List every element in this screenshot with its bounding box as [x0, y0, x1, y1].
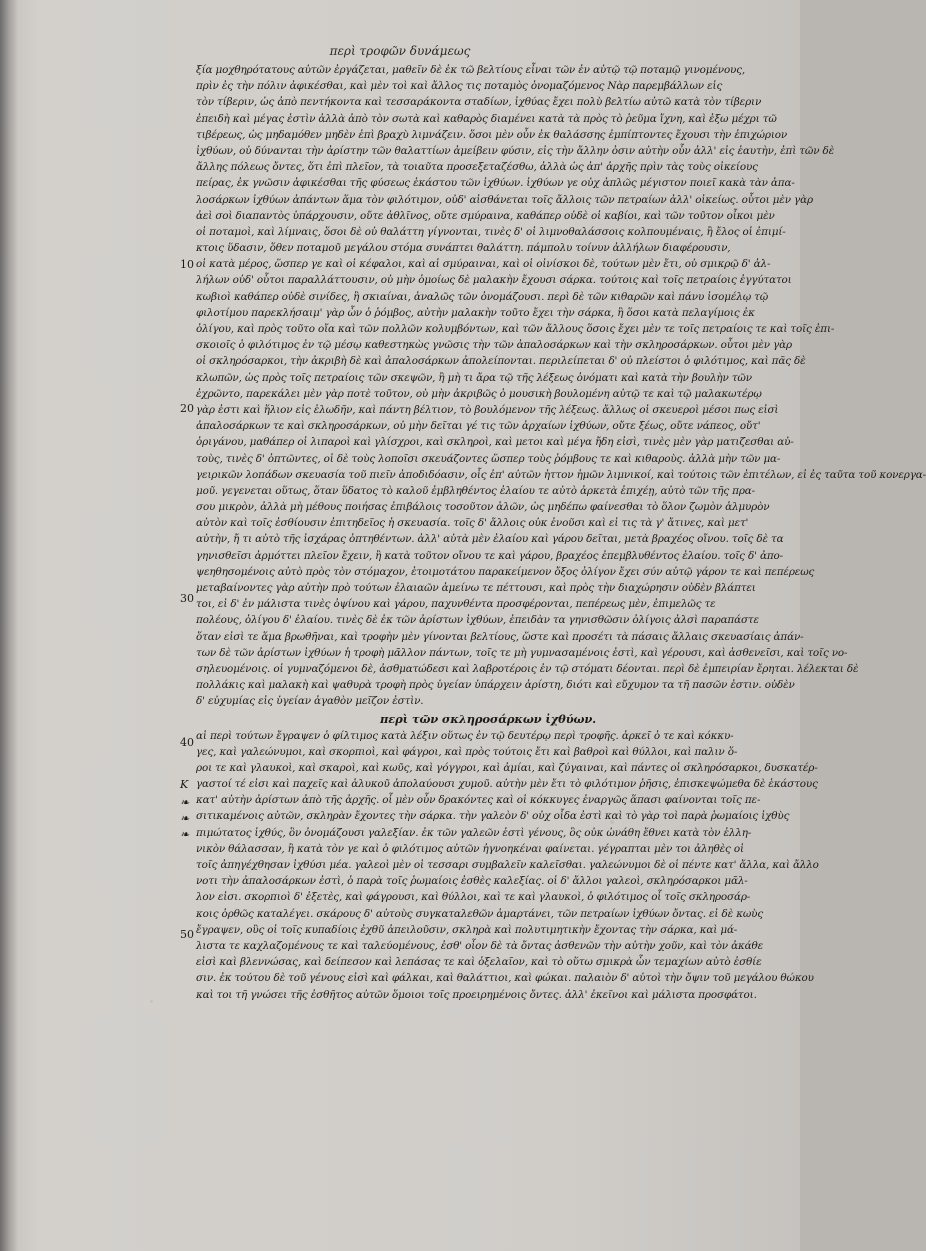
line-number: 40	[180, 736, 194, 749]
text-line: νικὸν θάλασσαν, ἢ κατὰ τὸν γε καὶ ὁ φιλότιμος αὐτῶν ἠγνοηκέναι φαίνεται. γέγραπται μὲν τοι ἀληθὲς οἱ	[196, 842, 744, 855]
text-line: γηνισθεῖσι ἀρμόττει πλεῖον ἔχειν, ἢ κατὰ τοῦτον οἴνου τε καὶ γάρου, βραχέος ἐπεμβλυθέντος ἐλαίου. τοῖς δ' ἀπο-	[196, 549, 783, 562]
text-line: ἄλλης πόλεως ὄντες, ὅτι ἐπὶ πλεῖον, τὰ τοιαῦτα προσεξεταζέσθω, ἀλλὰ ὡς ἀπ' ἀρχῆς πρὶν τὰς τοὺς οἰκείους	[196, 161, 758, 174]
text-line: κτοις ὕδασιν, ὅθεν ποταμοῦ μεγάλου στόμα συνάπτει θαλάττη. πάμπολυ τοίνυν ἀλλήλων διαφέρουσιν,	[196, 242, 731, 255]
margin-fleuron: ❧	[180, 796, 190, 809]
text-line: ὀριγάνου, μαθάπερ οἱ λιπαροὶ καὶ γλίσχροι, καὶ σκληροὶ, καὶ μετοι καὶ μέγα ἤδη εἰσὶ, τινὲς μὲν γὰρ ματιζεσθαι αὐ-	[196, 436, 794, 449]
text-line: εἰσὶ καὶ βλεννώσας, καὶ δείπεσον καὶ λεπάσας τε καὶ ὀξελαῖον, καὶ τὸ οὕτω σμικρὰ ὧν τεμαχίων αὐτὸ ἐσθίε	[196, 956, 762, 969]
text-line: ἐχρῶντο, παρεκάλει μὲν γὰρ ποτὲ τοῦτον, οὐ μὴν ἀκριβῶς ὁ μουσικὴ βουλομένη αὐτῷ τε καὶ τῷ μαλακωτέρῳ	[196, 387, 762, 400]
paper-speckle	[150, 1000, 153, 1003]
running-head: περὶ τροφῶν δυνάμεως	[329, 44, 471, 58]
paragraph-1	[196, 62, 926, 710]
text-line: αὐτὴν, ἤ τι αὐτὸ τῆς ἰσχάρας ὀπτηθέντων. ἀλλ' αὐτὰ μὲν ἐλαίου καὶ γάρου δεῖται, μετὰ βραχέος οἴνου. τοῖς δὲ τα	[196, 533, 784, 546]
text-line: δ' εὐχυμίας εἰς ὑγείαν ἀγαθὸν μεῖζον ἐστὶν.	[196, 695, 424, 708]
text-line: γες, καὶ γαλεώνυμοι, καὶ σκορπιοὶ, καὶ φάγροι, καὶ πρὸς τούτοις ἔτι καὶ βαθροὶ καὶ θύλλοι, καὶ παλιν ὅ-	[196, 745, 738, 758]
text-line: σου μικρὸν, ἀλλὰ μὴ μέθους ποιήσας ἐπιβάλοις τοσοῦτον ἁλῶν, ὡς μηδέπω φαίνεσθαι τὸ ὅλον ζωμὸν ἁλμυρὸν	[196, 501, 770, 514]
text-line: αὐτὸν καὶ τοῖς ἐσθίουσιν ἐπιτηδεῖος ἡ σκευασία. τοῖς δ' ἄλλοις οὐκ ἐνοῦσι καὶ εἰ τις τὰ γ' ἄτινες, καὶ μετ'	[196, 517, 749, 530]
text-line: γαστοί τέ εἰσι καὶ παχεῖς καὶ ἁλυκοῦ ἀπολαύουσι χυμοῦ. αὐτὴν μὲν ἔτι τὸ φιλότιμον ῥῆσις, ἐπισκεψώμεθα δὲ ἑκάστους	[196, 778, 818, 791]
text-line: σιτικαμένοις αὐτῶν, σκληρὰν ἔχοντες τὴν σάρκα. τὴν γαλεὸν δ' οὐχ οἷδα ἐστὶ καὶ τὸ γὰρ τοὶ παρὰ ῥωμαίοις ἰχθὺς	[196, 810, 790, 823]
text-line: κλωπῶν, ὡς πρὸς τοῖς πετραίοις τῶν σκεψῶν, ἢ μὴ τι ἄρα τῷ τῆς λέξεως ὀνόματι καὶ κατὰ τὴν βουλὴν τῶν	[196, 371, 752, 384]
text-line: πρὶν ἐς τὴν πόλιν ἀφικέσθαι, καὶ μὲν τοὶ καὶ ἄλλος τις ποταμὸς ὀνομαζόμενος Νὰρ παρεμβάλλων εἰς	[196, 80, 723, 93]
text-line: λοσάρκων ἰχθύων ἁπάντων ἅμα τὸν φιλότιμον, οὐδ' αἰσθάνεται τοῖς ἄλλοις τῶν πετραίων ἀλλ' οἰκείως. οὗτοι μὲν γὰρ	[196, 193, 813, 206]
text-line: πολέους, ὀλίγου δ' ἐλαίου. τινὲς δὲ ἐκ τῶν ἀρίστων ἰχθύων, ἐπειδὰν τα γηνισθῶσιν ὀλίγοις ἁλσὶ παραπάστε	[196, 614, 759, 627]
line-number: 10	[180, 258, 194, 271]
margin-fleuron: ❧	[180, 828, 190, 841]
text-line: πολλάκις καὶ μαλακὴ καὶ ψαθυρὰ τροφὴ πρὸς ὑγείαν ὑπάρχειν ἀρίστη, διότι καὶ εὔχυμον τα τῆ πασῶν ἐστιν. οὐδὲν	[196, 679, 795, 692]
text-line: πιμώτατος ἰχθύς, ὃν ὀνομάζουσι γαλεξίαν. ἐκ τῶν γαλεῶν ἐστὶ γένους, ὃς οὐκ ὠνάθη ἔθνει κατὰ τὸν ἑλλη-	[196, 826, 752, 839]
page-gutter-shadow	[0, 0, 18, 1251]
text-line: οἱ ποταμοὶ, καὶ λίμναις, ὅσοι δὲ οὐ θαλάττη γίγνονται, τινὲς δ' οἱ λιμνοθαλάσσοις κολπουμέναις, ἢ ἔλος οἱ ἐπιμί-	[196, 225, 786, 238]
text-line: νοτι τὴν ἀπαλοσάρκων ἐστὶ, ὁ παρὰ τοῖς ῥωμαίοις ἐσθὲς καλεξίας. οἱ δ' ἄλλοι γαλεοὶ, σκληρόσαρκοι μᾶλ-	[196, 875, 748, 888]
line-number: 20	[180, 402, 194, 415]
text-line: ἰχθύων, οὐ δύνανται τὴν ἀρίστην τῶν θαλαττίων ἀμείβειν φύσιν, εἰς τὴν ἄλλην ὁσιν αὐτὴν οὖν ἀλλ' εἰς ἑαυτὴν, ἐπὶ τῶν δὲ	[196, 144, 835, 157]
text-line: τιβέρεως, ὡς μηδαμόθεν μηδὲν ἐπὶ βραχὺ λιμνάζειν. ὅσοι μὲν οὖν ἐκ θαλάσσης ἐμπίπτοντες ἔχουσι τὴν ἐπιχώριον	[196, 128, 788, 141]
text-line: ροι τε καὶ γλαυκοὶ, καὶ σκαροὶ, καὶ κωῦς, καὶ γόγγροι, καὶ ἀμίαι, καὶ ζύγαιναι, καὶ πάντες οἱ σκληρόσαρκοι, δυσκατέρ-	[196, 761, 818, 774]
text-line: ὀλίγου, καὶ πρὸς τοῦτο οἴα καὶ τῶν πολλῶν κολυμβόντων, καὶ τῶν ἄλλους ὅσοις ἔχει μὲν τε τοῖς πετραίοις τε καὶ τοῖς ἐπι-	[196, 323, 835, 335]
text-line: των δὲ τῶν ἀρίστων ἰχθύων ἡ τροφὴ μᾶλλον πάντων, τοῖς τε μὴ γυμνασαμένοις ἐστὶ, καὶ γέρουσι, καὶ ἀσθενεῖσι, καὶ τοῖς νο-	[196, 646, 848, 659]
text-line: φιλοτίμου παρεκλήσαιμ' γὰρ ὧν ὁ ῥόμβος, αὐτὴν μαλακὴν τοῦτο ἔχει τὴν σάρκα, ἢ ὅσοι κατὰ πελαγίμοις ἐκ	[196, 306, 755, 319]
line-number: 50	[180, 928, 194, 941]
text-line: οἱ σκληρόσαρκοι, τὴν ἀκριβὴ δὲ καὶ ἀπαλοσάρκων ἀπολείπονται. περιλείπεται δ' οὐ πλείστοι ὁ φιλότιμος, καὶ πᾶς δὲ	[196, 355, 806, 368]
text-line: μοῦ. γεγενεται οὕτως, ὅταν ὕδατος τὸ καλοῦ ἐμβληθέντος ἐλαίου τε αὐτὸ ἀρκετὰ ἐπιχέῃ, αὐτὸ τῶν τῆς πρα-	[196, 484, 756, 497]
section-title: περὶ τῶν σκληροσάρκων ἰχθύων.	[379, 711, 597, 726]
text-line: ἀπαλοσάρκων τε καὶ σκληροσάρκων, οὐ μὴν δεῖται γέ τις τῶν ἀρχαίων ἰχθύων, οὔτε ξέως, οὔτε νάπεος, οὔτ'	[196, 420, 761, 433]
text-line: λον εἰσι. σκορπιοὶ δ' ἐξετὲς, καὶ φάγρουσι, καὶ θύλλοι, καὶ τε καὶ γλαυκοὶ, ὁ φιλότιμος οἷ τοῖς σκληροσάρ-	[196, 891, 751, 904]
text-line: ξία μοχθηρότατους αὐτῶν ἐργάζεται, μαθεῖν δὲ ἐκ τῶ βελτίους εἶναι τῶν ἐν αὐτῷ τῷ ποταμῷ γινομένους,	[196, 64, 746, 76]
text-line: κωβιοὶ καθάπερ οὐδὲ σινίδες, ἢ σκιαίναι, ἀναλῶς τῶν ὀνομάζουσι. περὶ δὲ τῶν κιθαρῶν καὶ πάνυ ἰσομέλῳ τῷ	[196, 290, 769, 303]
text-line: τοῖς ἀπηγέχθησαν ἰχθύσι μέα. γαλεοὶ μὲν οἱ τεσσαρι συμβαλεῖν καλεῖσθαι. γαλεώνυμοι δὲ οἱ πέντε κατ' ἄλλα, καὶ ἄλλο	[196, 859, 819, 871]
margin-marker-k: K	[180, 778, 189, 791]
text-line: πείρας, ἐκ γνῶσιν ἀφικέσθαι τῆς φύσεως ἑκάστου τῶν ἰχθύων. ἰχθύων γε οὐχ ἁπλῶς μέγιστον ποιεῖ κακὰ τὰν ἀπα-	[196, 177, 795, 190]
main-text	[196, 62, 926, 1003]
text-line: ἐπειδὴ καὶ μέγας ἐστὶν ἀλλὰ ἀπὸ τὸν σωτὰ καὶ καθαρὸς διαμένει κατὰ τὰ πρὸς τὸ ῥεῦμα ἴχνη, καὶ ἐξω μέχρι τῶ	[196, 112, 777, 125]
text-line: λιστα τε καχλαζομένους τε καὶ ταλεύομένους, ἐσθ' οἷον δὲ τὰ ὄντας ἀσθενῶν τὴν αὐτὴν χοῦν, καὶ τὸν ἀκάθε	[196, 939, 764, 952]
text-line: γειρικῶν λοπάδων σκευασία τοῦ πιεῖν ἀποδιδόασιν, οἷς ἐπ' αὐτῶν ἡττον ἡμῶν λιμνικοί, καὶ τούτοις τῶν ἐπιτέλων, εἰ ἐς ταῦτα τοῦ κονεργα-	[196, 468, 926, 481]
text-line: τοὺς, τινὲς δ' ὀπτῶντες, οἱ δὲ τοὺς λοποῖσι σκευάζοντες ὥσπερ τοὺς ῥόμβους τε καὶ κιθαροὺς. ἀλλὰ μὴν τῶν μα-	[196, 452, 781, 465]
text-line: λήλων οὐδ' οὗτοι παραλλάττουσιν, οὐ μὴν ὁμοίως δὲ μαλακὴν ἔχουσι σάρκα. τούτοις καὶ τοῖς πετραίοις ἐγγύτατοι	[196, 274, 792, 287]
text-line: αἱ περὶ τούτων ἔγραψεν ὁ φίλτιμος κατὰ λέξιν οὕτως ἐν τῷ δευτέρῳ περὶ τροφῆς. ἀρκεῖ ὁ τε καὶ κόκκυ-	[196, 729, 734, 742]
text-line: ἔγραψεν, οὓς οἱ τοῖς κυπαδίοις ἐχθῦ ἀπειλοῦσιν, σκληρὰ καὶ πολυτιμητικὴν ἔχοντας τὴν σάρκα, καὶ μά-	[196, 923, 738, 936]
text-line: οἱ κατὰ μέρος, ὥσπερ γε καὶ οἱ κέφαλοι, καὶ αἱ σμύραιναι, καὶ οἱ οἰνίσκοι δὲ, τούτων μὲν ἔτι, οὐ σμικρῷ δ' ἀλ-	[196, 258, 771, 271]
text-line: μεταβαίνοντες γὰρ αὐτὴν πρὸ τούτων ἐλαιαῶν ἀμείνω τε πέττουσι, καὶ πρὸς τὴν διαχώρησιν οὐδὲν βλάπτει	[196, 582, 756, 594]
text-line: καὶ τοι τῆ γνώσει τῆς ἐσθῆτος αὐτῶν ὅμοιοι τοῖς προειρημένοις ὄντες. ἀλλ' ἐκεῖνοι καὶ μάλιστα προσφάτοι.	[196, 988, 757, 1001]
paragraph-2	[196, 728, 819, 1003]
text-line: κοις ὀρθῶς καταλέγει. σκάρους δ' αὐτοὺς συγκαταλεθῶν ἁμαρτάνει, τῶν πετραίων ἰχθύων ὄντας. εἰ δὲ κωὺς	[196, 907, 764, 920]
text-line: ὅταν εἰσὶ τε ἅμα βρωθῆναι, καὶ τροφὴν μὲν γίνονται βελτίους, ὥστε καὶ προσέτι τὰ πάσαις ἄλλαις σκευασίαις ἀπάν-	[196, 630, 804, 643]
text-line: τοι, εἰ δ' ἐν μάλιστα τινὲς ὀψίνου καὶ γάρου, παχυνθέντα προσφέρονται, πεπέρεως μὲν, ἐπιμελῶς τε	[196, 598, 716, 611]
text-line: κατ' αὐτὴν ἀρίστων ἀπὸ τῆς ἀρχῆς. οἷ μὲν οὖν δρακόντες καὶ οἱ κόκκυγες ἐναργῶς ἅπασι φαίνονται τοῖς πε-	[196, 794, 761, 807]
text-line: τὸν τίβεριν, ὡς ἀπὸ πεντήκοντα καὶ τεσσαράκοντα σταδίων, ἰχθύας ἔχει πολὺ βελτίω αὐτῶ κατὰ τὸν τίβεριν	[196, 96, 762, 109]
text-line: ψεηθησομένοις αὐτὸ πρὸς τὸν στόμαχον, ἑτοιμοτάτου παρακείμενον ὄξος ὀλίγον ἔχει σύν αὐτῷ γάρον τε καὶ πεπέρεως	[196, 565, 815, 578]
line-number: 30	[180, 592, 194, 605]
text-line: σκοιοῖς ὁ φιλότιμος ἐν τῷ μέσῳ καθεστηκὼς γνῶσις τὴν τῶν ἀπαλοσάρκων καὶ τὴν σκληροσάρκων. οὗτοι μὲν γὰρ	[196, 339, 792, 352]
text-line: σιν. ἐκ τούτου δὲ τοῦ γένους εἰσὶ καὶ φάλκαι, καὶ θαλάττιοι, καὶ φώκαι. παλαιὸν δ' αὐτοὶ τὴν ὄψιν τοῦ μεγάλου θώκου	[196, 972, 814, 985]
text-line: ἀεὶ σοὶ διαπαντὸς ὑπάρχουσιν, οὔτε ἀθλῖνος, οὔτε σμύραινα, καθάπερ οὐδὲ οἱ καβίοι, καὶ τῶν τοῦτον οἶκοι μὲν	[196, 209, 775, 222]
text-line: γὰρ ἐστι καὶ ἥλιον εἰς ἑλωδῆν, καὶ πάντη βέλτιον, τὸ βουλόμενον τῆς λέξεως. ἄλλως οἱ σκευεροὶ μέσοι πως εἰσὶ	[196, 403, 779, 416]
text-line: σηλευομένοις. οἱ γυμναζόμενοι δὲ, ἀσθματώδεσι καὶ λαβροτέροις ἐν τῷ στόματι δέονται. περὶ δὲ ἐμπειρίαν ἔρηται. λέλεκται δὲ	[196, 662, 859, 675]
margin-fleuron: ❧	[180, 812, 190, 825]
